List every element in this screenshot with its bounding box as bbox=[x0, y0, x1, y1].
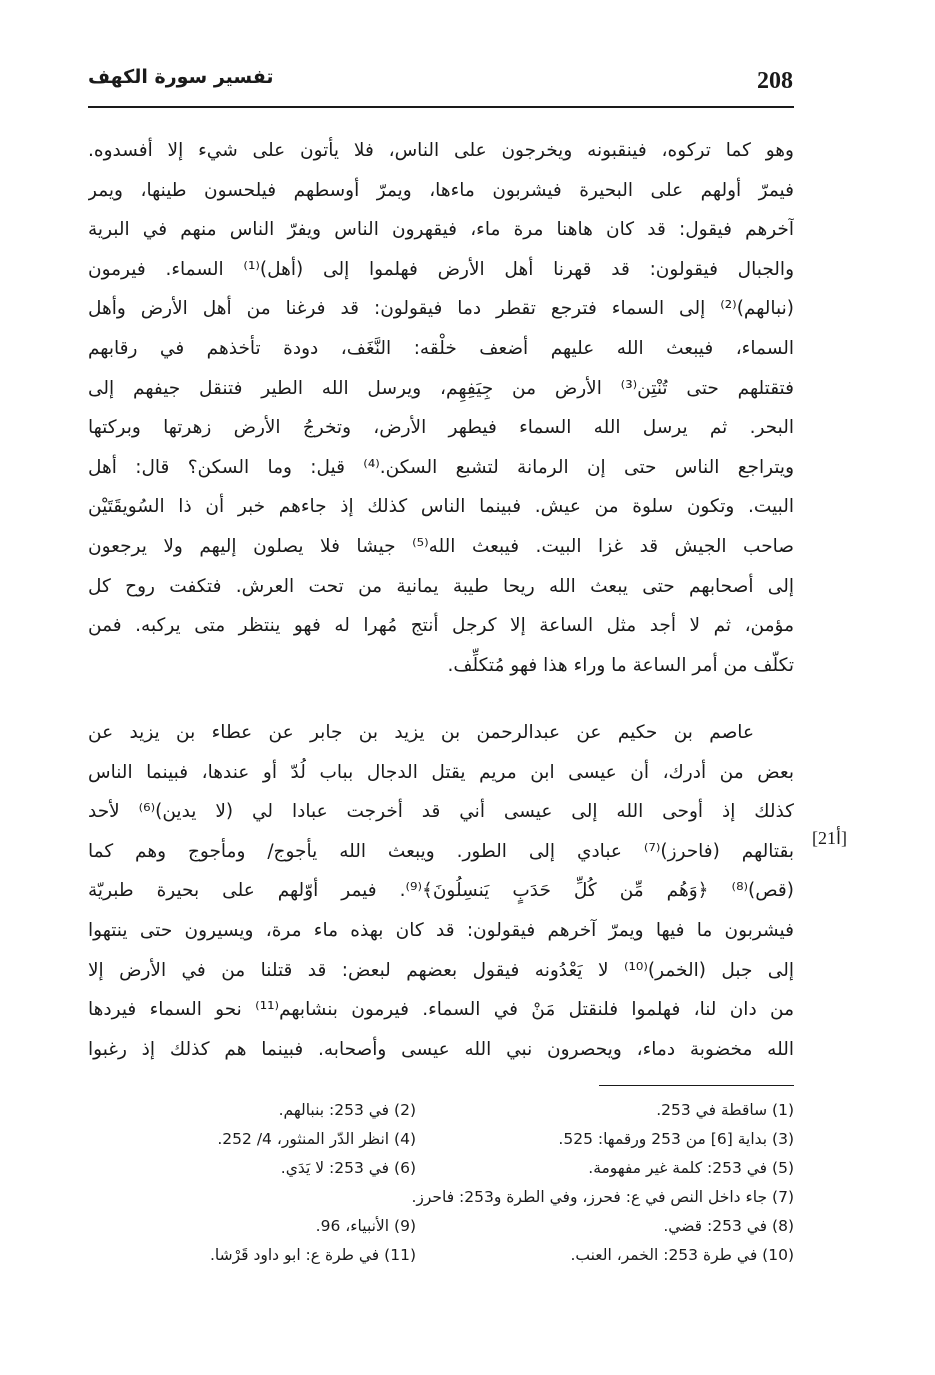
footnote-row bbox=[88, 1096, 794, 1125]
footnote: (11) في طرة ع: ابو داود قَرْشا. bbox=[209, 1246, 416, 1264]
footnote-row bbox=[88, 1125, 794, 1154]
header-rule bbox=[88, 106, 794, 108]
text-line: إلى جبل (الخمر)⁽¹⁰⁾ لا يَعْدُونه فيقول بعضهم لبعض: قد قتلنا من في الأرض إلا bbox=[88, 959, 794, 981]
footnotes bbox=[88, 1096, 794, 1270]
text-line: كذلك إذ أوحى الله إلى عيسى أني قد أخرجت عبادا لي (لا يدين)⁽⁶⁾ لأحد bbox=[88, 801, 794, 823]
text-line: والجبال فيقولون: قد قهرنا أهل الأرض فهلموا إلى (أهل)⁽¹⁾ السماء. فيرمون bbox=[88, 258, 794, 280]
footnote: (5) في 253: كلمة غير مفهومة. bbox=[588, 1159, 794, 1177]
text-line: (نبالهم)⁽²⁾ إلى السماء فترجع تقطر دما فيقولون: قد فرغنا من أهل الأرض وأهل bbox=[88, 298, 794, 320]
text-line: مؤمن، ثم لا أجد مثل الساعة إلا كرجل أنتج مُهرا له فهو ينتظر متى يركبه. فمن bbox=[88, 615, 794, 637]
footnote-row bbox=[88, 1154, 794, 1183]
footnote: (6) في 253: لا يَدَي. bbox=[280, 1159, 416, 1177]
page-number: 208 bbox=[757, 68, 793, 94]
text-line: تكلّف من أمر الساعة ما وراء هذا فهو مُتكلِّف. bbox=[447, 654, 794, 676]
manuscript-folio-marker: [21أ] bbox=[812, 828, 848, 848]
page-header bbox=[88, 66, 793, 102]
paragraph-2 bbox=[88, 713, 794, 1069]
text-line: بعض من أدرك، أن عيسى ابن مريم يقتل الدجال بباب لُدّ أو عندها، فبينما الناس bbox=[88, 761, 794, 783]
text-line: عاصم بن حكيم عن عبدالرحمن بن يزيد بن جابر عن عطاء بن يزيد عن bbox=[88, 722, 754, 743]
text-line: وهو كما تركوه، فينقبونه ويخرجون على الناس، فلا يأتون على شيء إلا أفسدوه. bbox=[88, 140, 794, 161]
text-line: السماء، فيبعث الله عليهم أضعف خلْقه: النَّغَف، دودة تأخذهم في رقابهم bbox=[88, 337, 794, 359]
footnote-row bbox=[88, 1212, 794, 1241]
running-title: تفسير سورة الكهف bbox=[88, 66, 274, 88]
footnote: (4) انظر الدّر المنثور، 4/ 252. bbox=[217, 1130, 416, 1148]
footnote: (10) في طرة 253: الخمر، العنب. bbox=[570, 1246, 794, 1264]
text-line: (قص)⁽⁸⁾ ﴿وَهُم مِّن كُلِّ حَدَبٍ يَنسِلُونَ﴾⁽⁹⁾. فيمر أوّلهم على بحيرة طبريّة bbox=[88, 880, 794, 902]
text-line: فيشربون ما فيها ويمرّ آخرهم فيقولون: قد كان بهذه ماء مرة، ويسيرون حتى ينتهوا bbox=[88, 919, 794, 941]
footnote: (9) الأنبياء، 96. bbox=[315, 1217, 416, 1235]
text-line: ويتراجع الناس حتى إن الرمانة لتشبع السكن.⁽⁴⁾ قيل: وما السكن؟ قال: أهل bbox=[88, 456, 794, 478]
text-line: صاحب الجيش قد غزا البيت. فيبعث الله⁽⁵⁾ جيشا فلا يصلون إليهم ولا يرجعون bbox=[88, 535, 794, 557]
text-line: البحر. ثم يرسل الله السماء فيطهر الأرض، وتخرجُ الأرض زهرتها وبركتها bbox=[88, 417, 794, 439]
text-line: بقتالهم (فاحرز)⁽⁷⁾ عبادي إلى الطور. ويبعث الله يأجوج/ ومأجوج وهم كما bbox=[88, 840, 794, 862]
footnote-rule bbox=[599, 1085, 794, 1086]
text-line: البيت. وتكون سلوة من عيش. فبينما الناس كذلك إذ جاءهم خبر أن ذا السُويقَتَيْن bbox=[88, 496, 794, 518]
paragraph-1 bbox=[88, 131, 794, 685]
text-line: من دان لنا، فهلموا فلنقتل مَنْ في السماء. فيرمون بنشابهم⁽¹¹⁾ نحو السماء فيردها bbox=[88, 999, 794, 1021]
text-line: فتقتلهم حتى تُنْتِن⁽³⁾ الأرض من جِيَفِهِم، ويرسل الله الطير فتنقل جيفهم إلى bbox=[88, 377, 794, 399]
footnote-row bbox=[88, 1241, 794, 1270]
text-line: فيمرّ أولهم على البحيرة فيشربون ماءها، ويمرّ أوسطهم فيلحسون طينها، ويمر bbox=[88, 179, 794, 201]
text-line: آخرهم فيقول: قد كان هاهنا مرة ماء، فيقهرون الناس ويفرّ الناس منهم في البرية bbox=[88, 219, 794, 241]
footnote: (7) جاء داخل النص في ع: فحرز، وفي الطرة و253: فاحرز. bbox=[411, 1188, 794, 1206]
footnote: (8) في 253: قضي. bbox=[663, 1217, 794, 1235]
text-line: إلى أصحابهم حتى يبعث الله ريحا طيبة يمانية من تحت العرش. فتكفت روح كل bbox=[88, 575, 794, 597]
text-line: الله مخضوبة دماء، ويحصرون نبي الله عيسى وأصحابه. فبينما هم كذلك إذ رغبوا bbox=[88, 1038, 794, 1060]
footnote: (2) في 253: بنبالهم. bbox=[278, 1101, 416, 1119]
footnote-row bbox=[88, 1183, 794, 1212]
footnote: (3) بداية [6] من 253 ورقمها: 525. bbox=[558, 1130, 794, 1148]
footnote: (1) ساقطة في 253. bbox=[656, 1101, 794, 1119]
